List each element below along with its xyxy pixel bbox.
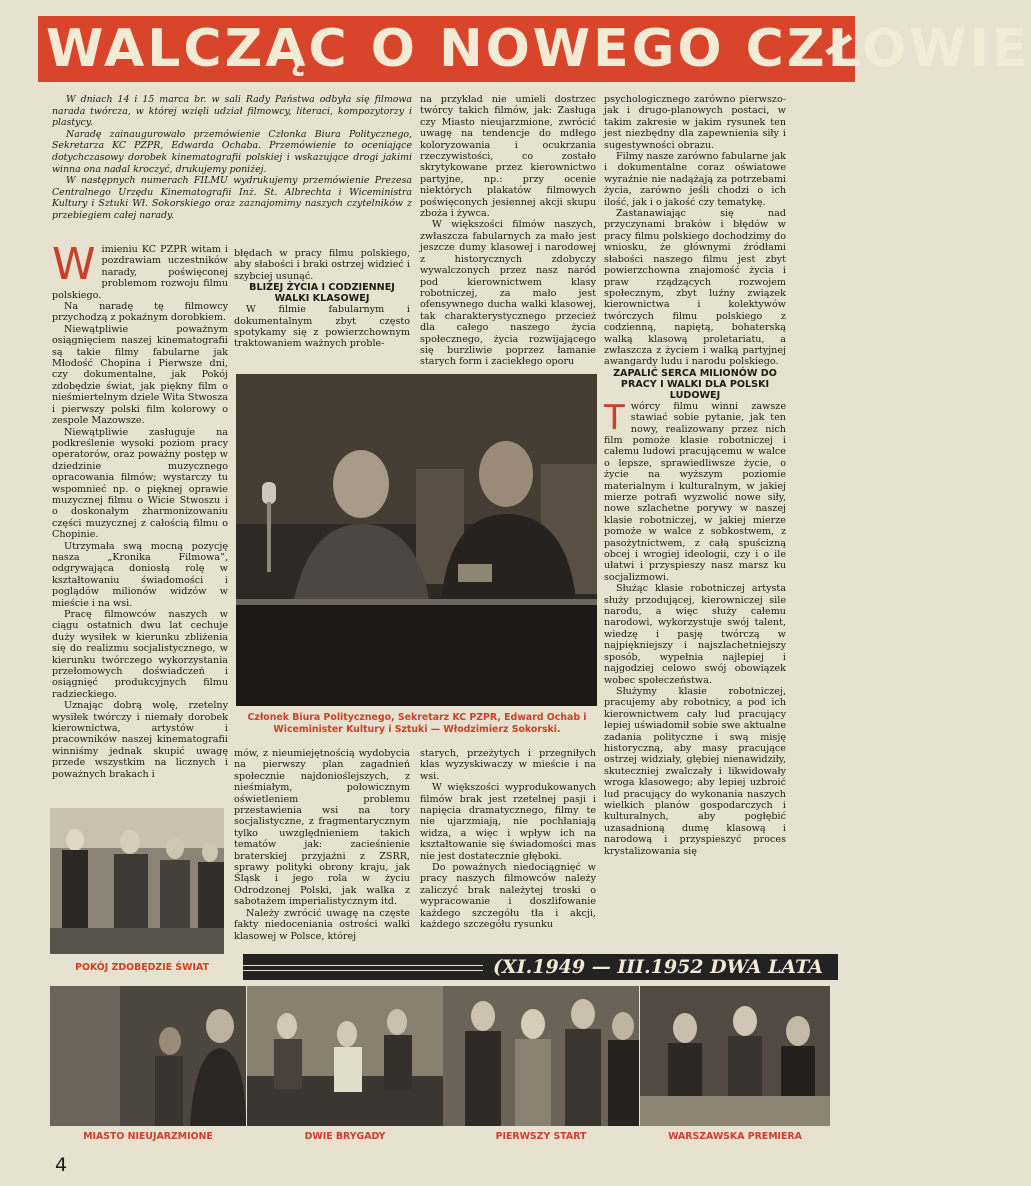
- drop-cap: W: [52, 239, 96, 290]
- article-paragraph: Należy zwrócić uwagę na częste fakty niedoceniania ostrości walki klasowej w Polsce, której: [234, 907, 410, 942]
- article-paragraph: W większości filmów naszych, zwłaszcza fabularnych za mało jest jeszcze dumy klasowej i narodowej z historycznych zdobyczy wywalczonych przez nasz naród pod kierownictwem klasy robotniczej, za mało jest ofensywnego ducha walki klasowej, tak charakterystycznego przecież dla całego naszego życia społecznego, życia rozwijającego się burzliwie poprzez łamanie starych form i zaciekłego oporu: [420, 219, 596, 368]
- column-4: [604, 94, 786, 946]
- strip-photo-1: [50, 986, 246, 1126]
- main-photo-caption: Członek Biura Politycznego, Sekretarz KC PZPR, Edward Ochab i Wiceminister Kultury i Sztuki — Włodzimierz Sokorski.: [247, 712, 587, 735]
- main-photo: [236, 374, 597, 706]
- article-paragraph: Służymy klasie robotniczej, pracujemy aby robotnicy, a pod ich kierownictwem cały lud pracujący lepiej uświadomił sobie swe aktualne zadania polityczne i swą misję historyczną, aby masy pracujące ostrzej widziały, głębiej nienawidziły, skuteczniej zwalczały i likwidowały wroga klasowego; aby lepiej uzbroić lud pracujący do wykonania naszych wielkich planów gospodarczych i kulturalnych, aby pogłębić uzasadnioną dumę klasową i narodową i przyspieszyć proces krystalizowania się: [604, 685, 786, 857]
- article-paragraph: Utrzymała swą mocną pozycję nasza „Kronika Filmowa”, odgrywająca doniosłą rolę w kształtowaniu świadomości i poglądów milionów widzów w mieście i na wsi.: [52, 540, 228, 609]
- article-paragraph: Pracę filmowców naszych w ciągu ostatnich dwu lat cechuje duży wysiłek w kierunku zbliżenia się do realizmu socjalistycznego, w kierunku twórczego wykorzystania przełomowych doświadczeń i osiągnięć produkcyjnych filmu radzieckiego.: [52, 609, 228, 700]
- article-paragraph: Służąc klasie robotniczej artysta służy przodującej, kierowniczej sile narodu, a więc służy całemu narodowi, wykorzystuje swój talent, wiedzę i pasję twórczą w najpiękniejszy i najszlachetniejszy sposób, wypełnia najlepiej i najgodziej celowo swój obowiązek wobec społeczeństwa.: [604, 583, 786, 686]
- article-paragraph: wórcy filmu winni zawsze stawiać sobie pytanie, jak ten nowy, realizowany przez nich film pomoże klasie robotniczej i całemu ludowi pracującemu w walce o lepsze, sprawiedliwsze życie, o życie na wyższym poziomie materialnym i kulturalnym, w jakiej mierze potrafi wyzwolić nowe siły, nowe szlachetne porywy w naszej klasie robotniczej, w jakiej mierze pomoże w walce z sobkostwem, z pasożytnictwem, z całą spuścizną obcej i wrogiej ideologii, czy i o ile ułatwi i przyspieszy nasz marsz ku socjalizmowi.: [604, 400, 786, 583]
- column-3-top: [420, 94, 596, 370]
- strip-photo-3: [443, 986, 639, 1126]
- intro-paragraph: W następnych numerach FILMU wydrukujemy przemówienie Prezesa Centralnego Urzędu Kinematografii Inż. St. Albrechta i Wiceministra Kultury i Sztuki Wł. Sokorskiego oraz zaznajomimy naszych czytelników z przebiegiem całej narady.: [52, 175, 412, 221]
- article-paragraph: Niewątpliwie zasługuje na podkreślenie wysoki poziom pracy operatorów, oraz poważny postęp w dziedzinie muzycznego opracowania filmów; wystarczy tu wspomnieć np. o pięknej oprawie muzycznej filmu o Wicie Stwoszu i o doskonałym zharmonizowaniu części muzycznej z całością filmu o Chopinie.: [52, 426, 228, 541]
- subheading: BLIŻEJ ŻYCIA I CODZIENNEJ WALKI KLASOWEJ: [249, 282, 395, 305]
- article-paragraph: Do poważnych niedociągnięć w pracy naszych filmowców należy zaliczyć brak należytej troski o wypracowanie i doszlifowanie każdego szczegółu tła i akcji, każdego szczegółu rysunku: [420, 862, 596, 931]
- article-paragraph: na przykład nie umieli dostrzec twórcy takich filmów, jak: Zasługa czy Miasto nieujarzmione, zwrócić uwagę na tendencje do mdłego koloryzowania i ocukrzania rzeczywistości, co zostało skrytykowane przez kierownictwo partyjne, np.: przy ocenie niektórych plakatów filmowych poświęconych jesiennej akcji skupu zboża i żywca.: [420, 94, 596, 220]
- drop-cap: T: [604, 397, 625, 438]
- column-3-bottom: [420, 748, 596, 948]
- period-banner-text: (XI.1949 — III.1952 DWA LATA: [493, 956, 823, 978]
- left-photo: [50, 808, 224, 954]
- subheading: ZAPALIĆ SERCA MILIONÓW DO PRACY I WALKI DLA POLSKI LUDOWEJ: [613, 367, 777, 401]
- strip-caption-3: PIERWSZY START: [495, 1131, 587, 1142]
- article-paragraph: Filmy nasze zarówno fabularne jak i dokumentalne coraz oświatowe wyraźnie nie nadążają za potrzebami życia, zarówno jeśli chodzi o ich ilość, jak i o jakość czy tematykę.: [604, 151, 786, 208]
- intro-block: [52, 94, 412, 222]
- intro-paragraph: Naradę zainaugurowało przemówienie Członka Biura Politycznego, Sekretarza KC PZPR, Edwarda Ochaba. Przemówienie to oceniające dotychczasowy dorobek kinematografii polskiej i wskazujące drogi jakimi winna ona nadal kroczyć, drukujemy poniżej.: [52, 128, 412, 175]
- intro-paragraph: W dniach 14 i 15 marca br. w sali Rady Państwa odbyła się filmowa narada twórcza, w której wzięli udział filmowcy, literaci, kompozytorzy i plastycy.: [52, 94, 412, 129]
- article-paragraph: starych, przeżytych i przegniłych klas wyzyskiwaczy w mieście i na wsi.: [420, 748, 596, 782]
- strip-caption-2: DWIE BRYGADY: [304, 1131, 386, 1142]
- article-paragraph: Niewątpliwie poważnym osiągnięciem naszej kinematografii są takie filmy fabularne jak Młodość Chopina i Pierwsze dni, czy dokumentalne, jak Pokój zdobędzie świat, jak piękny film o nieśmiertelnym dziele Wita Stwosza i pierwszy polski film kolorowy o zespole Mazowsze.: [52, 323, 228, 427]
- headline-banner: [38, 16, 1031, 82]
- column-2-top: [234, 248, 410, 368]
- article-paragraph: W filmie fabularnym i dokumentalnym zbyt często spotykamy się z powierzchownym traktowaniem ważnych proble-: [234, 304, 410, 350]
- strip-photo-2: [247, 986, 443, 1126]
- article-paragraph: Na naradę tę filmowcy przychodzą z pokaźnym dorobkiem.: [52, 301, 228, 324]
- left-photo-caption: POKÓJ ZDOBĘDZIE ŚWIAT: [75, 962, 209, 973]
- article-paragraph: Uznając dobrą wolę, rzetelny wysiłek twórczy i niemały dorobek kierownictwa, artystów i pracowników naszej kinematografii winniśmy jednak skupić uwagę przede wszystkim na licznych i poważnych brakach i: [52, 700, 228, 780]
- period-banner: [243, 954, 838, 980]
- article-paragraph: imieniu KC PZPR witam i pozdrawiam uczestników narady, poświęconej problemom rozwoju filmu polskiego.: [52, 244, 228, 301]
- page-number: 4: [55, 1154, 68, 1176]
- banner-rule: [243, 965, 483, 971]
- strip-caption-4: WARSZAWSKA PREMIERA: [668, 1131, 802, 1142]
- column-1: [52, 239, 228, 804]
- strip-photo-4: [640, 986, 830, 1126]
- article-paragraph: błędach w pracy filmu polskiego, aby słabości i braki ostrzej widzieć i szybciej usunąć.: [234, 248, 410, 282]
- article-paragraph: Zastanawiając się nad przyczynami braków i błędów w pracy filmu polskiego dochodzimy do wniosku, że głównymi źródłami słabości naszego filmu jest zbyt powierzchowna znajomość życia i praw rządzących rozwojem społecznym, zbyt luźny związek kierownictwa i kolektywów twórczych filmu polskiego z codzienną, napiętą, bohaterską walką klasową proletariatu, a zwłaszcza z życiem i walką partyjnej awangardy ludu i narodu polskiego.: [604, 208, 786, 368]
- headline: WALCZĄC O NOWEGO CZŁOWIE: [46, 19, 1031, 79]
- article-paragraph: W większości wyprodukowanych filmów brak jest rzetelnej pasji i napięcia dramatycznego, filmy te nie ujarzmiają, nie pochłaniają widza, a więc i wpływ ich na kształtowanie się świadomości mas nie jest dostatecznie głęboki.: [420, 782, 596, 862]
- strip-caption-1: MIASTO NIEUJARZMIONE: [83, 1131, 213, 1142]
- column-2-bottom: [234, 748, 410, 948]
- article-paragraph: psychologicznego zarówno pierwszo- jak i drugo-planowych postaci, w takim zakresie w jakim rysunek ten jest niezbędny dla zapewnienia siły i sugestywności obrazu.: [604, 94, 786, 151]
- article-paragraph: mów, z nieumiejętnością wydobycia na pierwszy plan zagadnień społecznie najdonioślejszych, z nieśmiałym, połowicznym oświetleniem problemu przestawienia wsi na tory socjalistyczne, z fragmentarycznym tylko uwzględnieniem takich tematów jak: zacieśnienie braterskiej przyjaźni z ZSRR, sprawy polityki obrony kraju, jak Śląsk i jego rola w życiu Odrodzonej Polski, jak walka z sabotażem imperialistycznym itd.: [234, 748, 410, 908]
